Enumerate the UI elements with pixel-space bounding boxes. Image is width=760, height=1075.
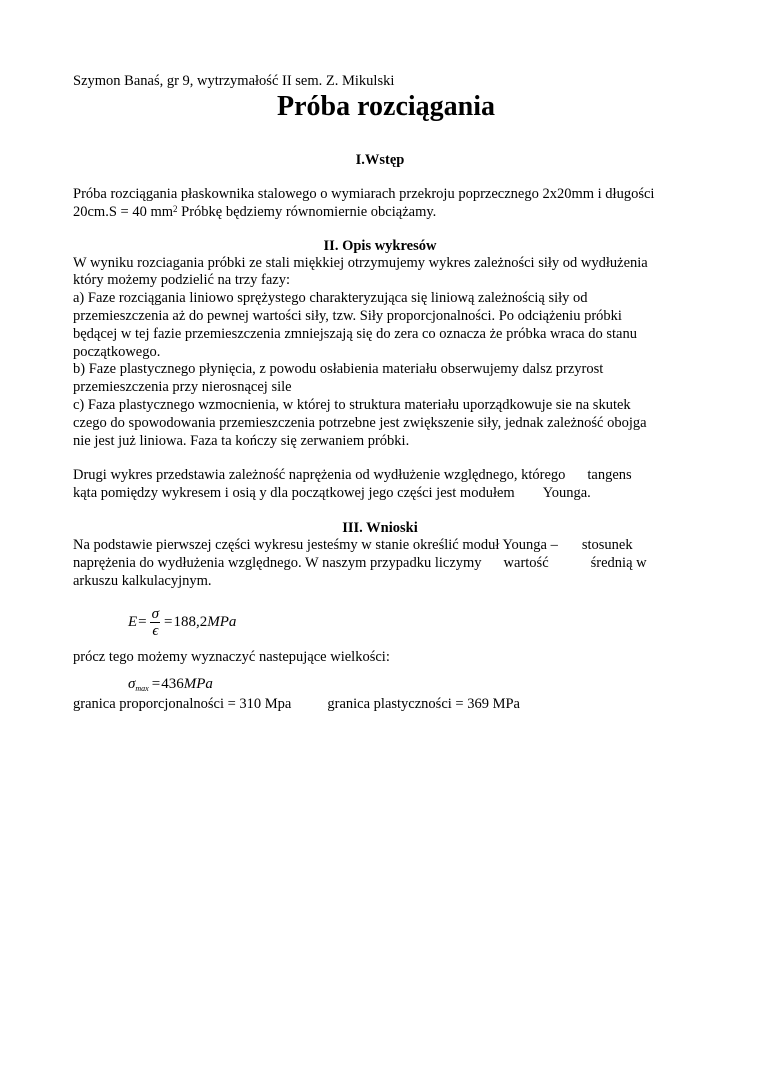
equals-sign: =	[151, 676, 161, 693]
formula-symbol: σ	[128, 676, 136, 693]
paragraph-line	[73, 485, 687, 503]
paragraph-line	[73, 696, 687, 714]
paragraph-line	[73, 555, 687, 573]
intro-line: Próba rozciągania płaskownika stalowego o wymiarach przekroju poprzecznego 2x20mm i długości	[73, 186, 655, 202]
formula-unit: MPa	[207, 614, 237, 631]
paragraph-line: arkuszu kalkulacyjnym.	[73, 572, 212, 589]
paragraph-line: początkowego.	[73, 343, 161, 360]
paragraph-line: przemieszczenia aż do pewnej wartości siły, tzw. Siły proporcjonalności. Po odciążeniu próbki	[73, 307, 622, 324]
text-segment: stosunek	[581, 536, 633, 553]
paragraph-line: c) Faza plastycznego wzmocnienia, w której to struktura materiału uporządkowuje sie na skutek	[73, 396, 631, 413]
sigma-max-formula	[128, 676, 687, 693]
text-segment: Drugi wykres przedstawia zależność naprężenia od wydłużenie względnego, którego	[73, 467, 566, 484]
author-line: Szymon Banaś, gr 9, wytrzymałość II sem. Z. Mikulski	[73, 73, 395, 89]
granica-plastycznosci: granica plastyczności = 369 MPa	[327, 696, 520, 713]
paragraph-line: b) Faze plastycznego płynięcia, z powodu osłabienia materiału obserwujemy dalsz przyrost	[73, 361, 604, 378]
young-modulus-formula	[128, 606, 687, 639]
paragraph-line: prócz tego możemy wyznaczyć nastepujące wielkości:	[73, 649, 390, 666]
equals-sign: =	[138, 614, 147, 631]
fraction-numerator: σ	[151, 606, 160, 623]
intro-text: 20cm.S = 40 mm	[73, 203, 174, 220]
formula-value: 188,2	[173, 614, 208, 631]
formula-unit: MPa	[183, 676, 213, 693]
section-heading-wstep: I.Wstęp	[355, 152, 405, 168]
paragraph-line: nie jest już liniowa. Faza ta kończy się zerwaniem próbki.	[73, 432, 410, 449]
section-heading-wnioski: III. Wnioski	[342, 519, 418, 536]
paragraph-line	[73, 537, 687, 555]
paragraph-line: przemieszczenia przy nierosnącej sile	[73, 379, 292, 396]
paragraph-line: będącej w tej fazie przemieszczenia zmniejszają się do zera co oznacza że próbka wraca do stanu	[73, 325, 637, 342]
paragraph-line: czego do spowodowania przemieszczenia potrzebne jest zwiększenie siły, jednak zależność obojga	[73, 414, 647, 431]
section-heading-opis: II. Opis wykresów	[323, 237, 437, 254]
superscript: 2	[173, 203, 178, 214]
text-segment: Na podstawie pierwszej części wykresu jesteśmy w stanie określić moduł Younga –	[73, 536, 558, 553]
text-segment: naprężenia do wydłużenia względnego. W naszym przypadku liczymy	[73, 554, 482, 571]
text-segment: kąta pomiędzy wykresem i osią y dla początkowej jego części jest modułem	[73, 485, 515, 502]
paragraph-line: W wyniku rozciagania próbki ze stali miękkiej otrzymujemy wykres zależności siły od wydłużenia	[73, 254, 648, 271]
fraction	[150, 606, 161, 639]
drugi-wykres-paragraph	[73, 467, 687, 503]
formula-lhs: E	[128, 614, 138, 631]
wnioski-paragraph	[73, 537, 687, 590]
formula-value: 436	[161, 676, 184, 693]
paragraph-line: a) Faze rozciągania liniowo sprężystego charakteryzująca się liniową zależnością siły od	[73, 290, 588, 307]
text-segment: wartość	[503, 554, 549, 571]
document-title: Próba rozciągania	[276, 91, 495, 122]
equals-sign: =	[164, 614, 173, 631]
intro-paragraph	[73, 186, 687, 222]
intro-text: Próbkę będziemy równomiernie obciążamy.	[177, 203, 437, 220]
fraction-denominator: ϵ	[152, 623, 159, 640]
text-segment: średnią w	[590, 554, 647, 571]
document-page	[73, 72, 687, 714]
granica-proporcjonalnosci: granica proporcjonalności = 310 Mpa	[73, 696, 292, 713]
formula-subscript: max	[135, 684, 149, 694]
intro-line	[73, 204, 687, 222]
text-segment: Younga.	[542, 485, 591, 502]
opis-paragraph	[73, 255, 687, 451]
paragraph-line: który możemy podzielić na trzy fazy:	[73, 272, 291, 289]
paragraph-line	[73, 467, 687, 485]
text-segment: tangens	[587, 467, 632, 484]
